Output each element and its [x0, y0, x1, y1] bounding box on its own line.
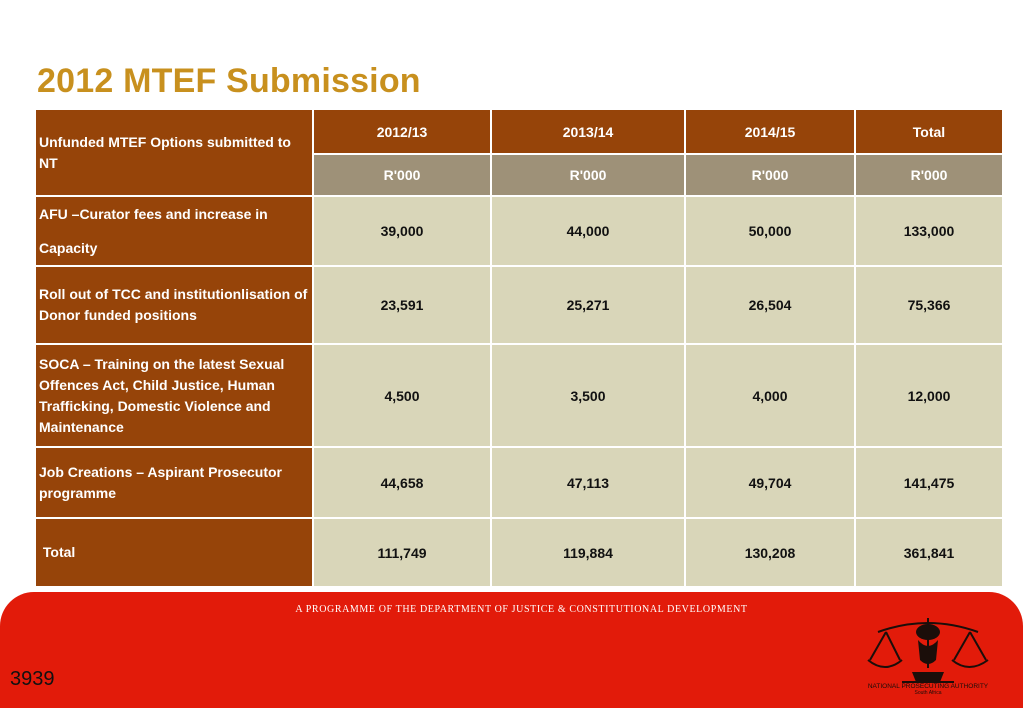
column-header: 2012/13: [313, 109, 491, 154]
mtef-table: [34, 108, 1004, 588]
total-label: Total: [35, 518, 313, 587]
unit-cell: R'000: [855, 154, 1003, 196]
logo-caption: [850, 683, 1006, 696]
corner-label: Unfunded MTEF Options submitted to NT: [35, 109, 313, 196]
value-cell: 25,271: [491, 266, 685, 344]
row-label: Job Creations – Aspirant Prosecutor programme: [35, 447, 313, 518]
value-cell: 44,000: [491, 196, 685, 266]
unit-cell: R'000: [313, 154, 491, 196]
value-cell: 133,000: [855, 196, 1003, 266]
column-header: Total: [855, 109, 1003, 154]
value-cell: 26,504: [685, 266, 855, 344]
value-cell: 4,000: [685, 344, 855, 447]
table-row: [35, 344, 1003, 447]
value-cell: 141,475: [855, 447, 1003, 518]
value-cell: 111,749: [313, 518, 491, 587]
value-cell: 3,500: [491, 344, 685, 447]
unit-cell: R'000: [491, 154, 685, 196]
column-header: 2014/15: [685, 109, 855, 154]
value-cell: 130,208: [685, 518, 855, 587]
value-cell: 12,000: [855, 344, 1003, 447]
header-row: [35, 109, 1003, 154]
value-cell: 49,704: [685, 447, 855, 518]
table-row: [35, 447, 1003, 518]
total-row: [35, 518, 1003, 587]
column-header: 2013/14: [491, 109, 685, 154]
value-cell: 23,591: [313, 266, 491, 344]
logo-subtitle: South Africa: [914, 690, 942, 696]
value-cell: 47,113: [491, 447, 685, 518]
value-cell: 50,000: [685, 196, 855, 266]
page-number: 3939: [10, 668, 55, 690]
value-cell: 75,366: [855, 266, 1003, 344]
table-row: [35, 266, 1003, 344]
unit-cell: R'000: [685, 154, 855, 196]
value-cell: 39,000: [313, 196, 491, 266]
value-cell: 119,884: [491, 518, 685, 587]
table-row: [35, 196, 1003, 266]
row-label: Roll out of TCC and institutionlisation of Donor funded positions: [35, 266, 313, 344]
value-cell: 361,841: [855, 518, 1003, 587]
row-label: AFU –Curator fees and increase in Capacity: [35, 196, 313, 266]
value-cell: 4,500: [313, 344, 491, 447]
page-title: 2012 MTEF Submission: [37, 62, 421, 100]
logo-title: NATIONAL PROSECUTING AUTHORITY: [867, 683, 989, 690]
footer-tagline: A PROGRAMME OF THE DEPARTMENT OF JUSTICE & CONSTITUTIONAL DEVELOPMENT: [295, 604, 748, 615]
row-label: SOCA – Training on the latest Sexual Offences Act, Child Justice, Human Trafficking, Domestic Violence and Maintenance: [35, 344, 313, 447]
value-cell: 44,658: [313, 447, 491, 518]
